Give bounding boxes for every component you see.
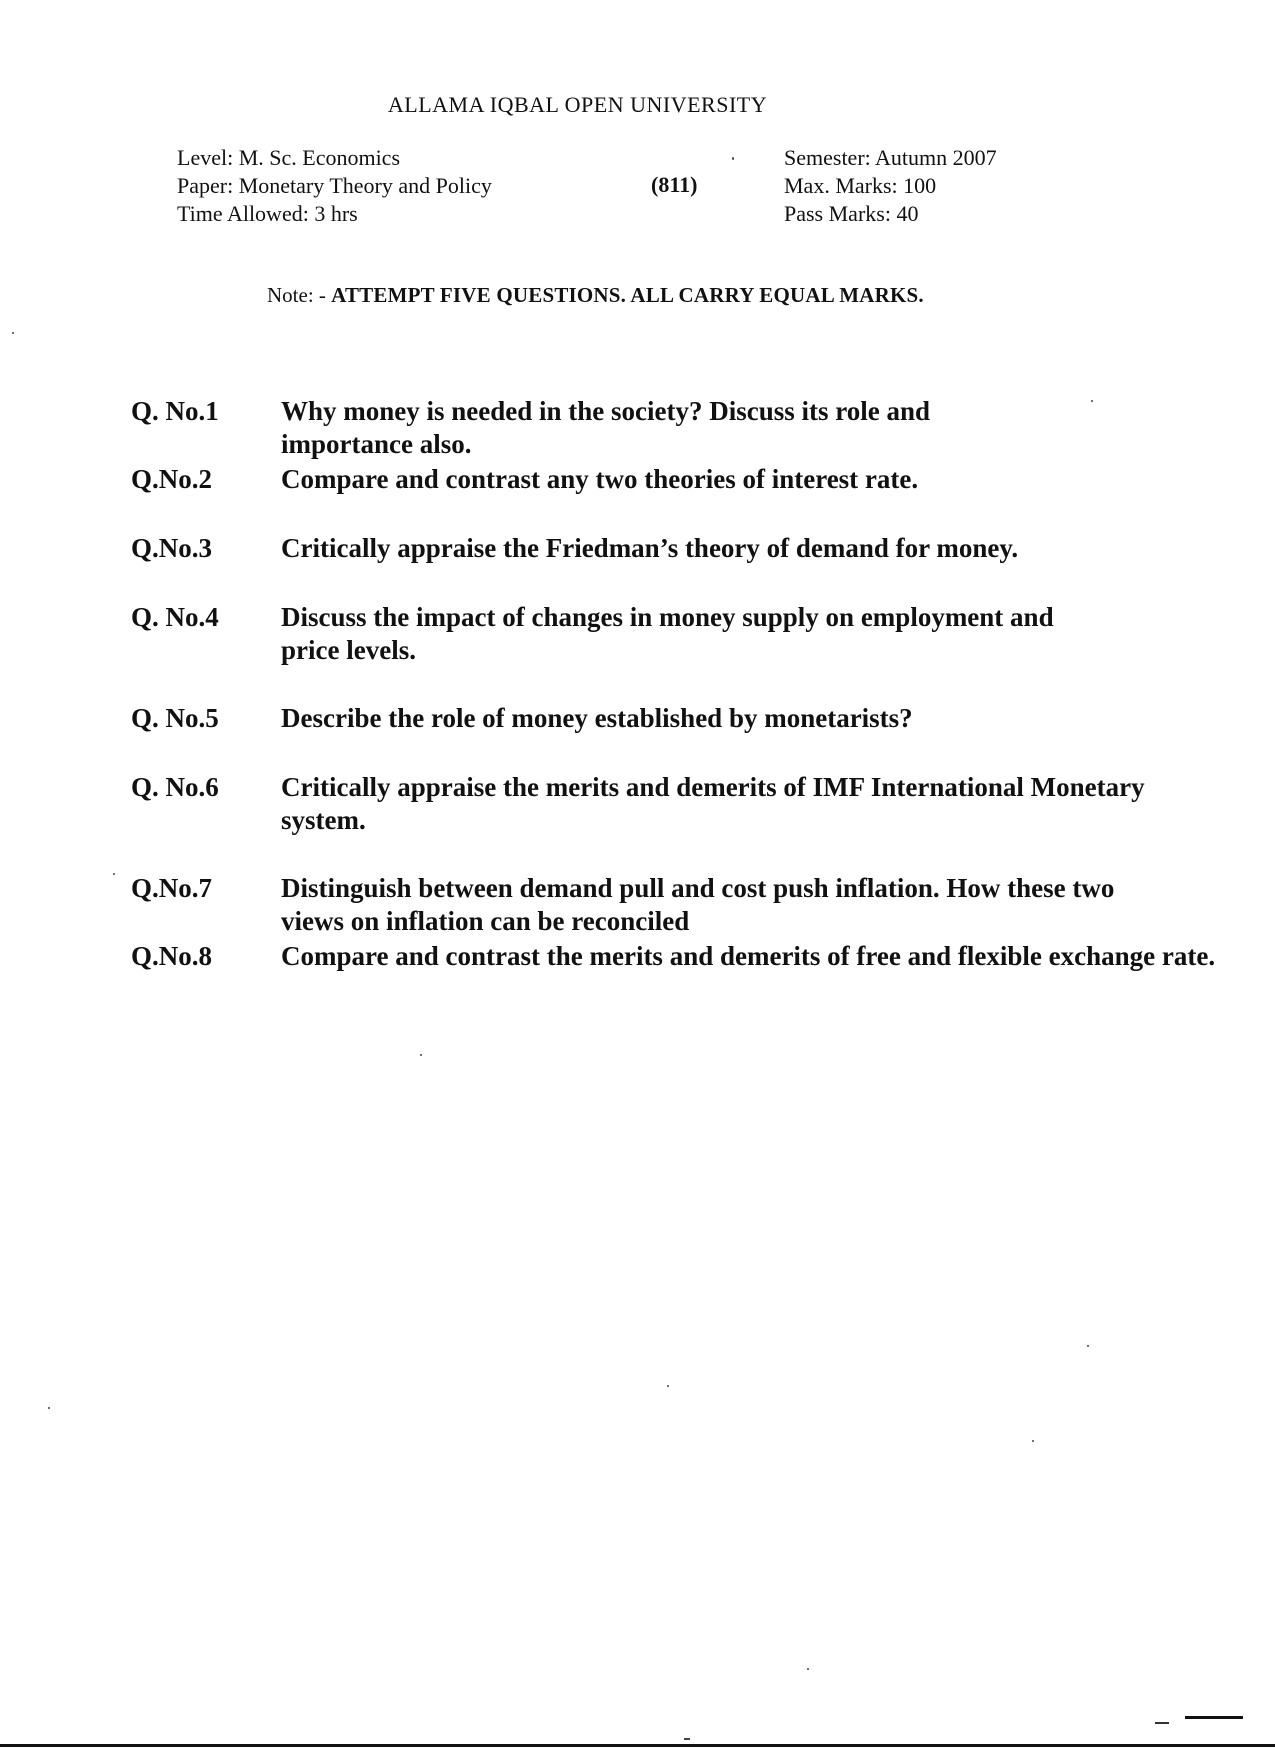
question-number: Q. No.5 (131, 703, 219, 733)
note-prefix: Note: - (267, 283, 332, 307)
university-title: ALLAMA IQBAL OPEN UNIVERSITY (387, 92, 768, 117)
question-number: Q. No.1 (131, 396, 219, 426)
scan-speck (420, 1054, 422, 1056)
question-number: Q.No.3 (131, 533, 212, 563)
scan-speck (1091, 400, 1093, 402)
exam-meta-right (784, 144, 997, 228)
scan-mark (1185, 1716, 1243, 1719)
question-number: Q. No.4 (131, 602, 219, 632)
course-code: (811) (651, 172, 698, 197)
time-allowed-line: Time Allowed: 3 hrs (177, 201, 358, 226)
scan-speck (667, 1385, 669, 1387)
scan-speck (113, 873, 115, 875)
note-text: ATTEMPT FIVE QUESTIONS. ALL CARRY EQUAL MARKS. (331, 283, 924, 307)
question-text: Discuss the impact of changes in money supply on employment and price levels. (281, 602, 1054, 665)
scan-mark (1155, 1722, 1169, 1724)
question-number: Q.No.8 (131, 941, 212, 971)
question-number: Q.No.2 (131, 464, 212, 494)
scan-speck (1087, 1345, 1089, 1347)
question-text: Compare and contrast any two theories of interest rate. (281, 464, 919, 494)
question-text: Compare and contrast the merits and demerits of free and flexible exchange rate. (281, 941, 1216, 971)
question-number: Q. No.6 (131, 772, 219, 802)
instructions-note (267, 283, 924, 308)
question-number: Q.No.7 (131, 873, 212, 903)
exam-meta-left (177, 144, 492, 228)
max-marks-line: Max. Marks: 100 (784, 173, 937, 198)
question-text: Why money is needed in the society? Discuss its role and importance also. (281, 396, 931, 459)
scan-speck (12, 332, 14, 334)
paper-line: Paper: Monetary Theory and Policy (177, 173, 492, 198)
question-text: Critically appraise the Friedman’s theory of demand for money. (281, 533, 1019, 563)
scan-speck (807, 1668, 809, 1670)
scan-speck (1032, 1440, 1034, 1442)
scan-speck (48, 1407, 50, 1409)
scan-edge-line (0, 1744, 1275, 1747)
semester-line: Semester: Autumn 2007 (784, 145, 997, 170)
level-line: Level: M. Sc. Economics (177, 145, 401, 170)
pass-marks-line: Pass Marks: 40 (784, 201, 919, 226)
question-text: Critically appraise the merits and demerits of IMF International Monetary system. (281, 772, 1145, 835)
question-text: Distinguish between demand pull and cost push inflation. How these two views on inflation can be reconciled (281, 873, 1115, 936)
scan-speck (732, 157, 734, 160)
scan-speck (684, 1738, 690, 1740)
question-text: Describe the role of money established by monetarists? (281, 703, 913, 733)
